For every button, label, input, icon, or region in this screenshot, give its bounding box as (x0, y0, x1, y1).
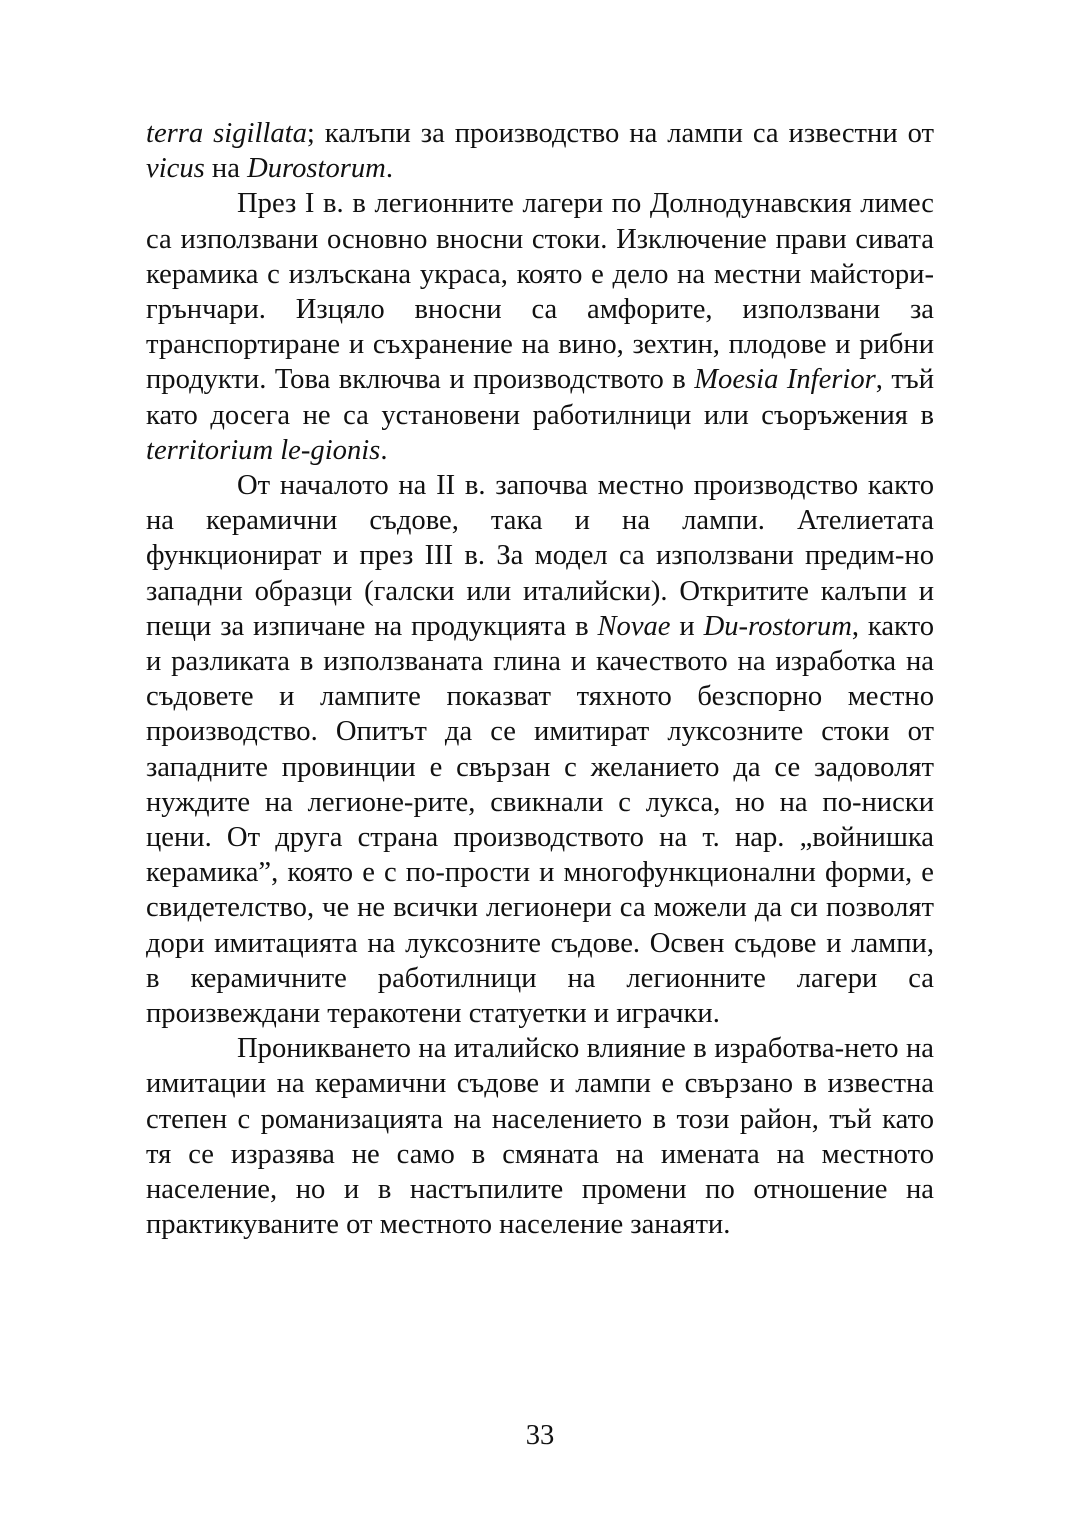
text-run: . (380, 434, 388, 466)
text-italic: vicus (146, 153, 205, 185)
text-italic: territorium le-gionis (146, 434, 381, 466)
text-run: на (204, 153, 248, 185)
text-italic: Novae (597, 610, 671, 642)
text-italic: Moesia Inferior (694, 364, 876, 396)
text-run: През I в. в легионните лагери по Долнодунавския лимес са използвани основно вносни стоки. Изключение прави сивата керамика с излъскана украса, която е дело на местни майстори-грънчари. Изцяло вносни са амфорите, използвани за транспортиране и съхранение на вино, зехтин, плодове и рибни продукти. Това включва и производството в (146, 188, 934, 396)
text-run: Проникването на италийско влияние в изработва-нето на имитации на керамични съдове и лампи е свързано в известна степен с романизацията на населението в този район, тъй като тя се изразява не само в смяната на имената на местното население, но и в настъпилите промени по отношение на практикуваните от местното население занаяти. (146, 1033, 934, 1241)
text-run: и (670, 610, 704, 642)
text-run: , както и разликата в използваната глина и качеството на изработка на съдовете и лампите показват тяхното безспорно местно производство. Опитът да се имитират луксозните стоки от западните провинции е свързан с желанието да се задоволят нуждите на легионе-рите, свикнали с лукса, но на по-ниски цени. От друга страна производството на т. нар. „войнишка керамика”, която е с по-прости и многофункционални форми, е свидетелство, че не всички легионери са можели да си позволят дори имитацията на луксозните съдове. Освен съдове и лампи, в керамичните работилници на легионните лагери са произвеждани теракотени статуетки и играчки. (146, 610, 934, 1030)
text-run: ; калъпи за производство на лампи са известни от (306, 118, 935, 149)
paragraph-3 (146, 468, 934, 1031)
text-italic: Durostorum (247, 153, 386, 185)
paragraph-2 (146, 186, 934, 468)
paragraph-1 (146, 116, 934, 186)
page-number: 33 (525, 1420, 555, 1451)
paragraph-4 (146, 1031, 934, 1242)
text-run: . (385, 153, 393, 185)
text-italic: terra sigillata (146, 118, 307, 149)
page-body (146, 116, 934, 1243)
text-run: , тъй като досега не са установени работилници или съоръжения в (146, 364, 934, 431)
text-run: От началото на II в. започва местно производство както на керамични съдове, така и на лампи. Ателиетата функционират и през III в. За модел са използвани предим-но западни образци (галски или италийски). Откритите калъпи и пещи за изпичане на продукцията в (146, 470, 934, 642)
text-italic: Du-rostorum (703, 610, 852, 642)
